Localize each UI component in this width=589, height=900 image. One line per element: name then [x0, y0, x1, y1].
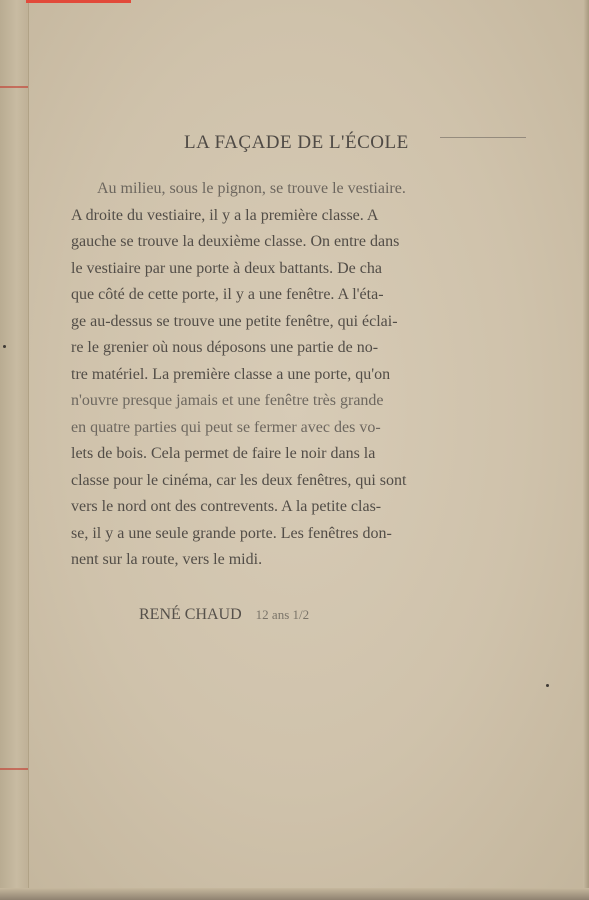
binding-thread	[0, 768, 28, 770]
author-age: 12 ans 1/2	[255, 607, 310, 622]
text-line: le vestiaire par une porte à deux battants. De cha	[71, 259, 382, 277]
text-line: gauche se trouve la deuxième classe. On entre dans	[71, 233, 400, 250]
text-line: lets de bois. Cela permet de faire le noir dans la	[71, 445, 376, 462]
text-line: que côté de cette porte, il y a une fenêtre. A l'éta-	[71, 286, 384, 303]
body-paragraph	[71, 176, 511, 574]
text-line: re le grenier où nous déposons une partie de no-	[71, 339, 379, 356]
text-line: Au milieu, sous le pignon, se trouve le vestiaire.	[97, 180, 406, 197]
paper-speck	[3, 345, 6, 348]
author-name: RENÉ CHAUD	[139, 606, 242, 623]
page-bottom-edge	[0, 888, 589, 900]
red-edge-mark	[26, 0, 131, 3]
text-line: se, il y a une seule grande porte. Les fenêtres don-	[71, 524, 392, 542]
author-signature	[139, 606, 309, 624]
text-line: nent sur la route, vers le midi.	[71, 551, 263, 568]
page-title: LA FAÇADE DE L'ÉCOLE	[184, 132, 409, 153]
text-line: A droite du vestiaire, il y a la première classe. A	[71, 206, 379, 224]
text-line: n'ouvre presque jamais et une fenêtre très grande	[71, 392, 384, 409]
page-right-edge	[583, 0, 589, 900]
binding-thread	[0, 86, 28, 88]
text-line: classe pour le cinéma, car les deux fenêtres, qui sont	[71, 471, 407, 489]
text-line: vers le nord ont des contrevents. A la petite clas-	[71, 498, 382, 515]
binding-margin	[0, 0, 29, 900]
text-line: en quatre parties qui peut se fermer avec des vo-	[71, 418, 381, 436]
text-line: ge au-dessus se trouve une petite fenêtre, qui éclai-	[71, 312, 398, 330]
paper-speck	[546, 684, 549, 687]
title-underline	[440, 137, 526, 138]
text-line: tre matériel. La première classe a une porte, qu'on	[71, 365, 391, 383]
